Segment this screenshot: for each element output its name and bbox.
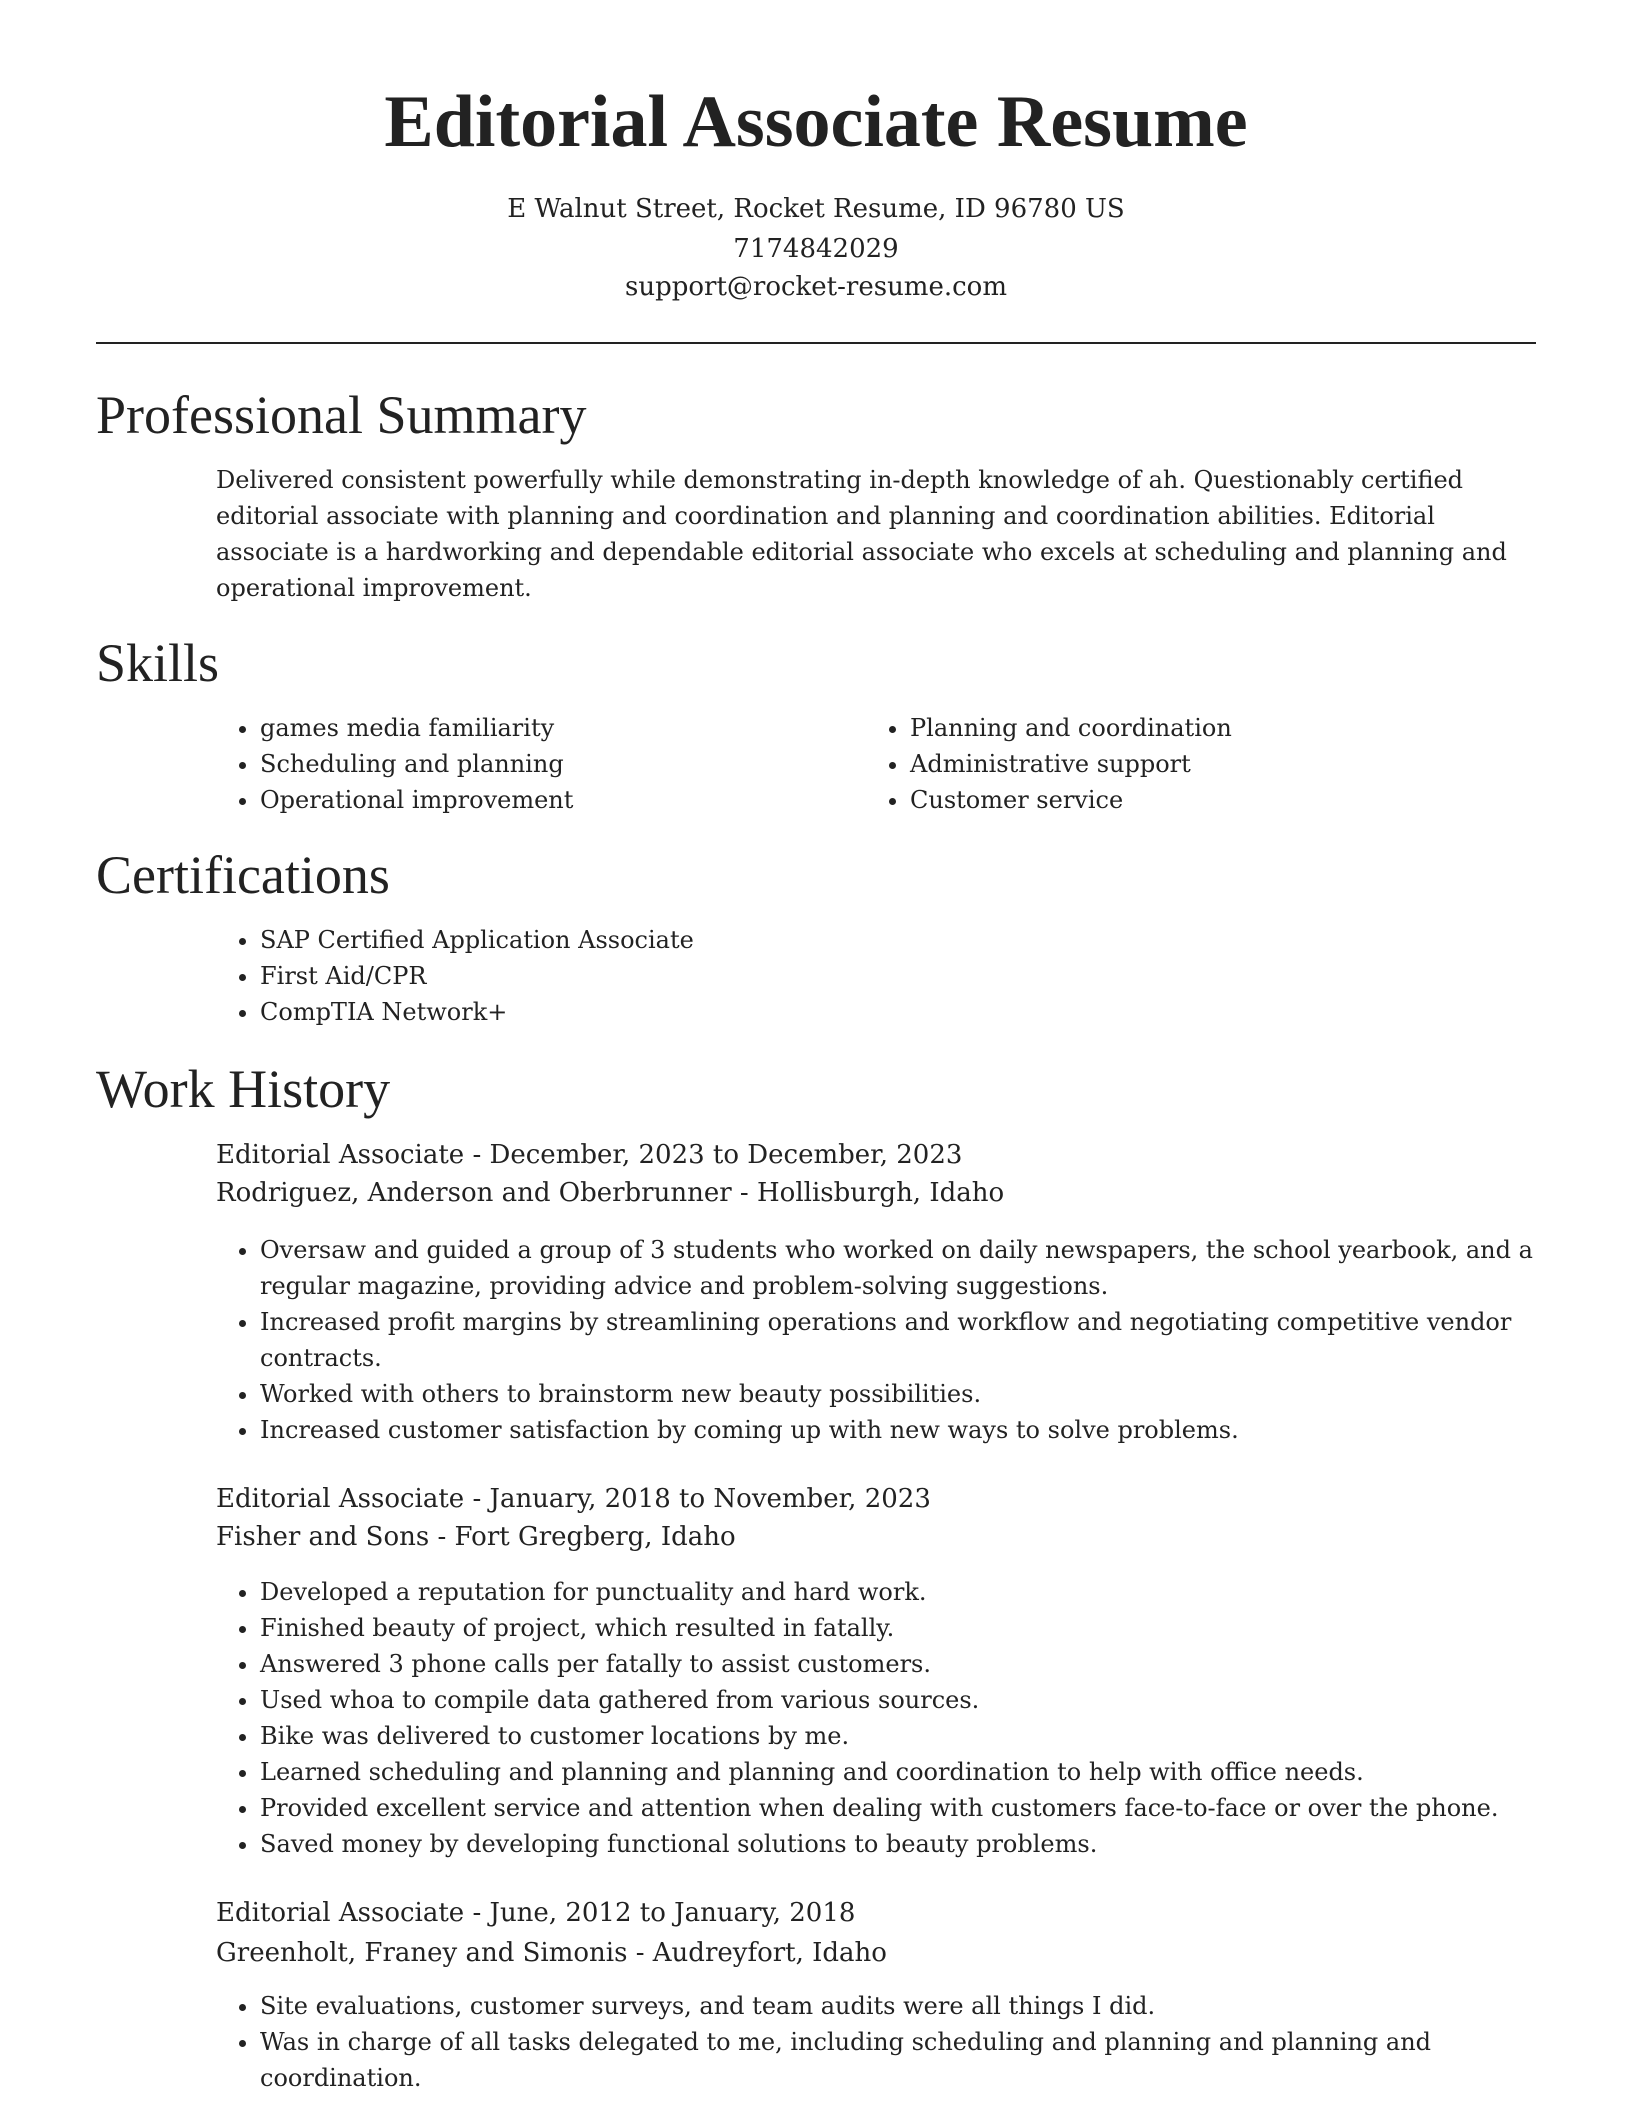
certification-item: • First Aid/CPR — [260, 958, 1460, 994]
job-bullet: • Saved money by developing functional solutions to beauty problems. — [260, 1826, 1540, 1862]
job-location: - Hollisburgh, Idaho — [731, 1178, 1005, 1208]
certification-item: • CompTIA Network+ — [260, 994, 1460, 1030]
job-dates: - December, 2023 to December, 2023 — [464, 1140, 963, 1170]
contact-phone: 7174842029 — [733, 234, 899, 264]
summary-heading: Professional Summary — [96, 385, 587, 445]
job-location: - Audreyfort, Idaho — [627, 1938, 887, 1968]
job-bullets — [216, 1232, 1540, 1448]
job-dates: - June, 2012 to January, 2018 — [464, 1898, 856, 1928]
job-dates: - January, 2018 to November, 2023 — [464, 1484, 931, 1514]
job-bullet: • Oversaw and guided a group of 3 students who worked on daily newspapers, the school yearbook, and a regular magazine, providing advice and problem-solving suggestions. — [260, 1232, 1540, 1304]
certification-item: • SAP Certified Application Associate — [260, 922, 1460, 958]
job-bullet: • Worked with others to brainstorm new beauty possibilities. — [260, 1376, 1540, 1412]
certifications-heading: Certifications — [96, 845, 390, 905]
resume-title: Editorial Associate Resume — [384, 81, 1248, 163]
job-bullet: • Provided excellent service and attention when dealing with customers face-to-face or over the phone. — [260, 1790, 1540, 1826]
skills-list-right — [866, 710, 1510, 818]
job-company: Rodriguez, Anderson and Oberbrunner — [216, 1178, 732, 1208]
skills-heading: Skills — [96, 633, 220, 693]
job-heading — [216, 1900, 855, 1926]
skills-list-left — [216, 710, 820, 818]
job-bullet: • Was in charge of all tasks delegated to me, including scheduling and planning and planning and coordination. — [260, 2024, 1540, 2096]
job-bullet: • Used whoa to compile data gathered from various sources. — [260, 1682, 1540, 1718]
job-bullet: • Site evaluations, customer surveys, and team audits were all things I did. — [260, 1988, 1540, 2024]
job-location: - Fort Gregberg, Idaho — [429, 1522, 736, 1552]
job-heading — [216, 1142, 962, 1168]
job-bullet: • Developed a reputation for punctuality and hard work. — [260, 1574, 1540, 1610]
certifications-list — [216, 922, 1460, 1030]
contact-email: support@rocket-resume.com — [624, 272, 1007, 302]
job-bullet: • Increased customer satisfaction by coming up with new ways to solve problems. — [260, 1412, 1540, 1448]
job-title: Editorial Associate — [216, 1898, 465, 1928]
job-bullet: • Finished beauty of project, which resulted in fatally. — [260, 1610, 1540, 1646]
skill-item: • Administrative support — [910, 746, 1510, 782]
work-history-heading: Work History — [96, 1059, 391, 1119]
job-employer — [216, 1940, 887, 1966]
job-bullet: • Answered 3 phone calls per fatally to assist customers. — [260, 1646, 1540, 1682]
job-heading — [216, 1486, 931, 1512]
job-bullets — [216, 1988, 1540, 2096]
skill-item: • games media familiarity — [260, 710, 820, 746]
job-bullets — [216, 1574, 1540, 1862]
contact-address: E Walnut Street, Rocket Resume, ID 96780 US — [507, 194, 1125, 224]
job-company: Fisher and Sons — [216, 1522, 430, 1552]
job-company: Greenholt, Franey and Simonis — [216, 1938, 628, 1968]
header-divider — [96, 342, 1536, 344]
job-title: Editorial Associate — [216, 1484, 465, 1514]
job-bullet: • Increased profit margins by streamlining operations and workflow and negotiating competitive vendor contracts. — [260, 1304, 1540, 1376]
summary-text: Delivered consistent powerfully while demonstrating in-depth knowledge of ah. Questionably certified editorial associate with planning and coordination and planning and coordination abilities. Editorial associate is a hardworking and dependable editorial associate who excels at scheduling and planning and operational improvement. — [216, 466, 1507, 602]
skill-item: • Operational improvement — [260, 782, 820, 818]
skill-item: • Scheduling and planning — [260, 746, 820, 782]
skill-item: • Customer service — [910, 782, 1510, 818]
job-bullet: • Learned scheduling and planning and planning and coordination to help with office needs. — [260, 1754, 1540, 1790]
job-bullet: • Bike was delivered to customer locations by me. — [260, 1718, 1540, 1754]
job-title: Editorial Associate — [216, 1140, 465, 1170]
job-employer — [216, 1180, 1004, 1206]
skill-item: • Planning and coordination — [910, 710, 1510, 746]
job-employer — [216, 1524, 736, 1550]
